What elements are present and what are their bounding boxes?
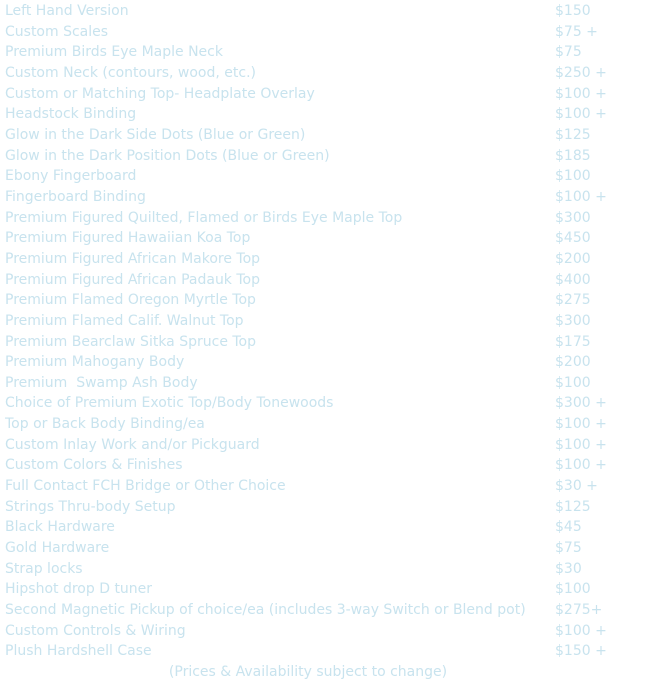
price-row bbox=[5, 497, 655, 518]
option-name: Top or Back Body Binding/ea bbox=[5, 416, 205, 433]
option-name: Second Magnetic Pickup of choice/ea (includes 3-way Switch or Blend pot) bbox=[5, 602, 526, 619]
price-row bbox=[5, 84, 655, 105]
price-row bbox=[5, 187, 655, 208]
option-name: Black Hardware bbox=[5, 519, 115, 536]
option-name: Custom or Matching Top- Headplate Overlay bbox=[5, 85, 315, 102]
price-row bbox=[5, 517, 655, 538]
option-price: $185 bbox=[555, 147, 591, 164]
option-price: $300 bbox=[555, 312, 591, 329]
price-row bbox=[5, 42, 655, 63]
option-name: Custom Scales bbox=[5, 23, 109, 40]
option-name: Gold Hardware bbox=[5, 540, 110, 557]
option-price: $125 bbox=[555, 126, 591, 143]
price-row bbox=[5, 579, 655, 600]
option-price: $75 + bbox=[555, 23, 598, 40]
price-row bbox=[5, 476, 655, 497]
option-price: $400 bbox=[555, 271, 591, 288]
option-name: Premium Flamed Oregon Myrtle Top bbox=[5, 292, 256, 309]
option-price: $250 + bbox=[555, 64, 607, 81]
option-price: $100 + bbox=[555, 457, 607, 474]
price-row bbox=[5, 104, 655, 125]
option-price: $300 + bbox=[555, 395, 607, 412]
option-name: Premium Figured African Makore Top bbox=[5, 250, 261, 267]
price-row bbox=[5, 538, 655, 559]
option-price: $200 bbox=[555, 354, 591, 371]
option-price: $100 + bbox=[555, 85, 607, 102]
option-price: $100 bbox=[555, 581, 591, 598]
price-row bbox=[5, 125, 655, 146]
option-price: $275+ bbox=[555, 602, 603, 619]
price-row bbox=[5, 393, 655, 414]
price-row bbox=[5, 455, 655, 476]
option-name: Premium Figured Hawaiian Koa Top bbox=[5, 230, 251, 247]
option-price: $100 bbox=[555, 374, 591, 391]
option-price: $450 bbox=[555, 230, 591, 247]
option-price: $100 + bbox=[555, 622, 607, 639]
option-price: $75 bbox=[555, 540, 582, 557]
option-price: $75 bbox=[555, 44, 582, 61]
price-row bbox=[5, 208, 655, 229]
option-name: Premium Mahogany Body bbox=[5, 354, 185, 371]
option-price: $100 + bbox=[555, 436, 607, 453]
price-row bbox=[5, 435, 655, 456]
price-row bbox=[5, 559, 655, 580]
price-row bbox=[5, 228, 655, 249]
option-price: $100 + bbox=[555, 188, 607, 205]
option-name: Choice of Premium Exotic Top/Body Tonewoods bbox=[5, 395, 334, 412]
price-row bbox=[5, 641, 655, 662]
option-name: Hipshot drop D tuner bbox=[5, 581, 153, 598]
price-row bbox=[5, 621, 655, 642]
option-name: Custom Colors & Finishes bbox=[5, 457, 183, 474]
option-name: Strings Thru-body Setup bbox=[5, 498, 176, 515]
price-row bbox=[5, 290, 655, 311]
option-name: Premium Figured African Padauk Top bbox=[5, 271, 260, 288]
price-row bbox=[5, 600, 655, 621]
option-name: Glow in the Dark Side Dots (Blue or Green) bbox=[5, 126, 306, 143]
option-name: Premium Figured Quilted, Flamed or Birds Eye Maple Top bbox=[5, 209, 403, 226]
price-row bbox=[5, 373, 655, 394]
option-price: $150 bbox=[555, 3, 591, 19]
price-row bbox=[5, 352, 655, 373]
option-price: $30 + bbox=[555, 478, 598, 495]
price-row bbox=[5, 146, 655, 167]
option-name: Custom Inlay Work and/or Pickguard bbox=[5, 436, 260, 453]
option-name: Custom Neck (contours, wood, etc.) bbox=[5, 64, 256, 81]
price-row bbox=[5, 63, 655, 84]
option-name: Full Contact FCH Bridge or Other Choice bbox=[5, 478, 286, 495]
price-row bbox=[5, 332, 655, 353]
options-price-list bbox=[5, 1, 655, 662]
option-price: $100 + bbox=[555, 106, 607, 123]
price-row bbox=[5, 414, 655, 435]
option-price: $125 bbox=[555, 498, 591, 515]
option-name: Custom Controls & Wiring bbox=[5, 622, 186, 639]
option-price: $30 bbox=[555, 560, 582, 577]
option-name: Premium Flamed Calif. Walnut Top bbox=[5, 312, 244, 329]
option-name: Left Hand Version bbox=[5, 3, 129, 19]
option-price: $175 bbox=[555, 333, 591, 350]
price-row bbox=[5, 1, 655, 22]
price-row bbox=[5, 22, 655, 43]
price-row bbox=[5, 311, 655, 332]
option-name: Premium Swamp Ash Body bbox=[5, 374, 198, 391]
option-name: Premium Birds Eye Maple Neck bbox=[5, 44, 223, 61]
price-row bbox=[5, 166, 655, 187]
option-name: Fingerboard Binding bbox=[5, 188, 146, 205]
option-price: $275 bbox=[555, 292, 591, 309]
price-row bbox=[5, 249, 655, 270]
option-price: $150 + bbox=[555, 643, 607, 660]
option-name: Ebony Fingerboard bbox=[5, 168, 137, 185]
option-name: Strap locks bbox=[5, 560, 83, 577]
option-price: $100 bbox=[555, 168, 591, 185]
price-row bbox=[5, 270, 655, 291]
option-price: $300 bbox=[555, 209, 591, 226]
option-name: Plush Hardshell Case bbox=[5, 643, 152, 660]
option-name: Glow in the Dark Position Dots (Blue or Green) bbox=[5, 147, 330, 164]
option-price: $200 bbox=[555, 250, 591, 267]
option-name: Headstock Binding bbox=[5, 106, 137, 123]
option-price: $45 bbox=[555, 519, 582, 536]
price-disclaimer: (Prices & Availability subject to change) bbox=[168, 664, 448, 680]
option-name: Premium Bearclaw Sitka Spruce Top bbox=[5, 333, 257, 350]
option-price: $100 + bbox=[555, 416, 607, 433]
